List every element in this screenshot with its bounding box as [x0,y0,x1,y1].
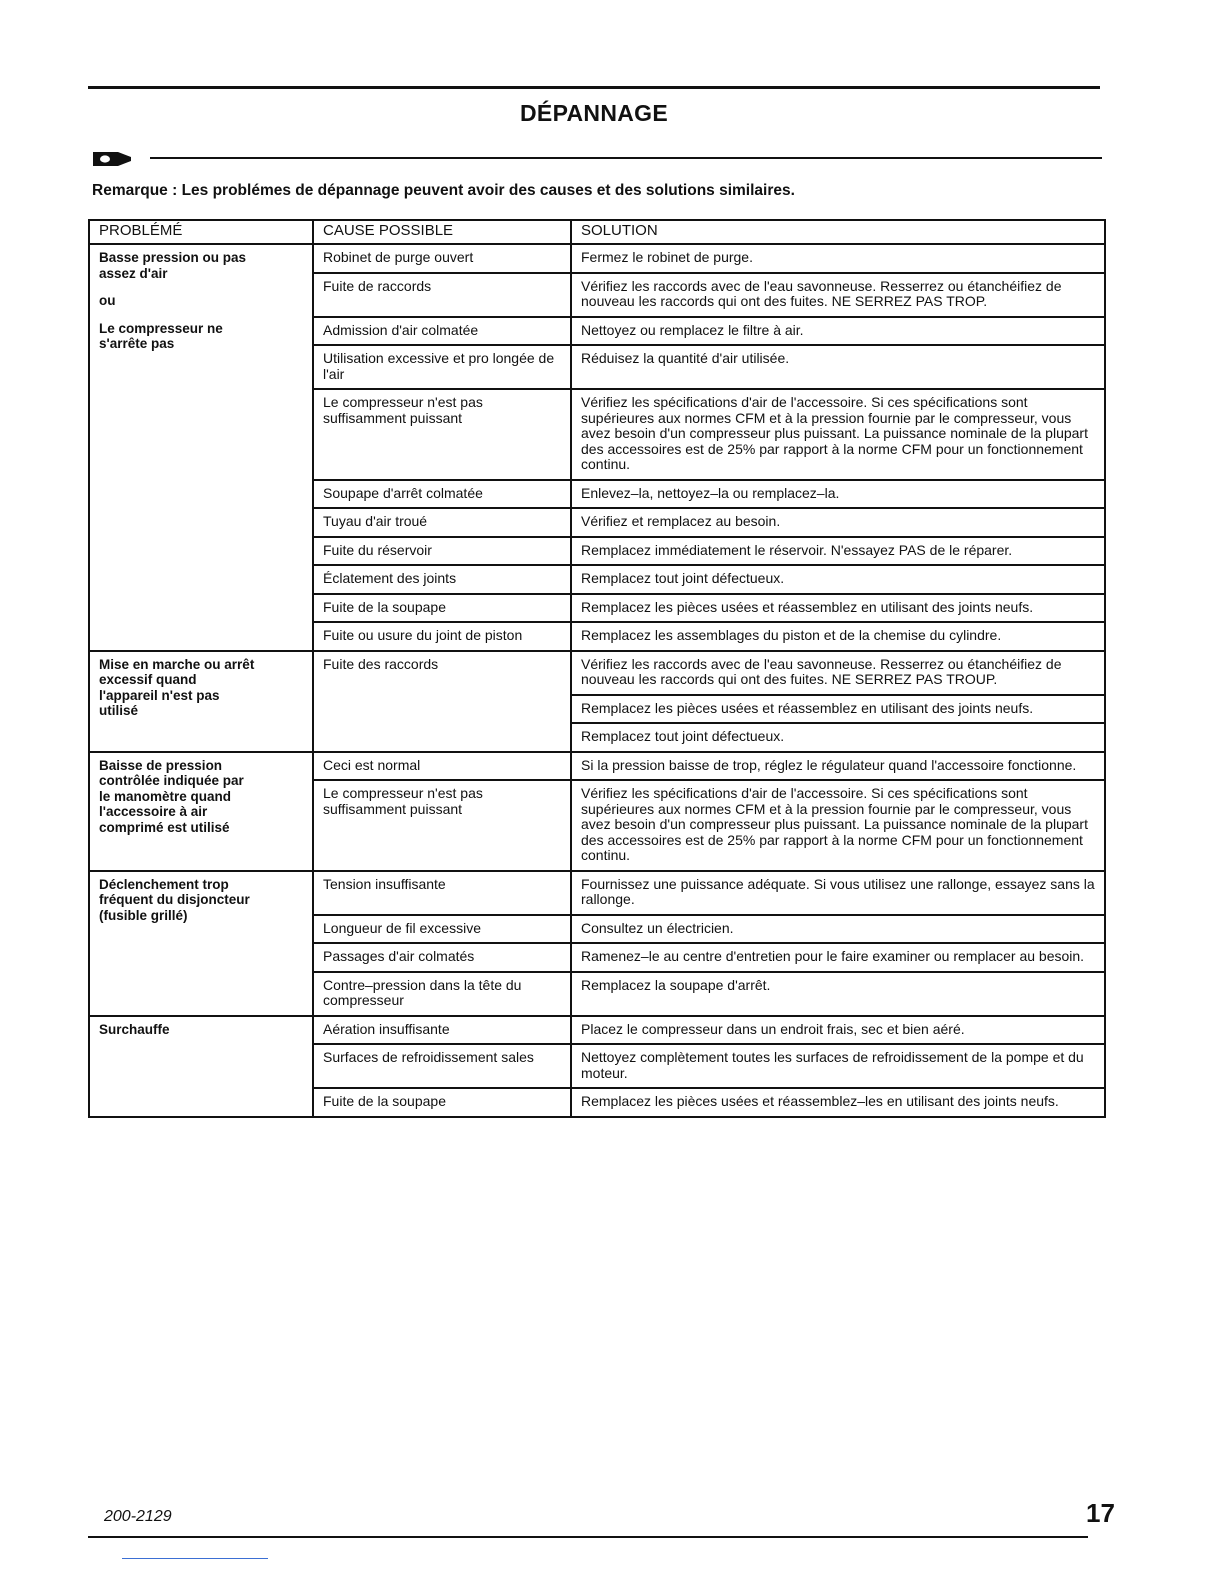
problem-gap [99,309,304,321]
solution-cell: Vérifiez les raccords avec de l'eau savonneuse. Resserrez ou étanchéifiez de nouveau les raccords qui ont des fuites. NE SERREZ PAS TROUP. [571,651,1105,695]
cause-cell: Tension insuffisante [313,871,571,915]
solution-cell: Vérifiez et remplacez au besoin. [571,508,1105,537]
problem-line: (fusible grillé) [99,907,188,923]
solution-cell: Fournissez une puissance adéquate. Si vous utilisez une rallonge, essayez sans la rallonge. [571,871,1105,915]
cause-cell: Contre–pression dans la tête du compresseur [313,972,571,1016]
problem-line: utilisé [99,703,139,718]
cause-cell: Admission d'air colmatée [313,317,571,346]
problem-line: l'accessoire à air [99,804,208,819]
cause-cell: Surfaces de refroidissement sales [313,1044,571,1088]
problem-line: comprimé est utilisé [99,819,230,835]
solution-cell: Réduisez la quantité d'air utilisée. [571,345,1105,389]
cause-cell: Éclatement des joints [313,565,571,594]
table-row [89,1016,1105,1045]
problem-line: ou [99,293,116,308]
problem-line: excessif quand [99,672,197,687]
cause-cell: Longueur de fil excessive [313,915,571,944]
top-rule [88,86,1100,89]
table-row [89,651,1105,695]
problem-cell [89,651,313,752]
solution-cell: Vérifiez les raccords avec de l'eau savonneuse. Resserrez ou étanchéifiez de nouveau les raccords qui ont des fuites. NE SERREZ PAS TROP. [571,273,1105,317]
cause-cell: Utilisation excessive et pro longée de l'air [313,345,571,389]
solution-cell: Remplacez tout joint défectueux. [571,565,1105,594]
solution-cell: Remplacez les pièces usées et réassemblez–les en utilisant des joints neufs. [571,1088,1105,1117]
solution-cell: Nettoyez ou remplacez le filtre à air. [571,317,1105,346]
solution-cell: Remplacez les assemblages du piston et de la chemise du cylindre. [571,622,1105,651]
table-row [89,871,1105,915]
problem-cell [89,1016,313,1117]
cause-cell: Aération insuffisante [313,1016,571,1045]
problem-cell [89,752,313,871]
problem-line: assez d'air [99,265,168,281]
cause-cell: Fuite des raccords [313,651,571,752]
cause-cell: Le compresseur n'est pas suffisamment puissant [313,389,571,480]
table-header-row [89,220,1105,244]
cause-cell: Fuite de la soupape [313,1088,571,1117]
header-solution: SOLUTION [571,220,1105,244]
troubleshooting-table [88,219,1106,1118]
problem-line: l'appareil n'est pas [99,687,220,703]
problem-cell [89,871,313,1016]
solution-cell: Si la pression baisse de trop, réglez le régulateur quand l'accessoire fonctionne. [571,752,1105,781]
solution-cell: Remplacez la soupape d'arrêt. [571,972,1105,1016]
solution-cell: Placez le compresseur dans un endroit frais, sec et bien aéré. [571,1016,1105,1045]
solution-cell: Remplacez immédiatement le réservoir. N'essayez PAS de le réparer. [571,537,1105,566]
problem-line: Surchauffe [99,1021,170,1037]
problem-line: Basse pression ou pas [99,250,247,265]
table-row [89,752,1105,781]
problem-line: Mise en marche ou arrêt [99,656,255,672]
cause-cell: Fuite de la soupape [313,594,571,623]
cause-cell: Soupape d'arrêt colmatée [313,480,571,509]
solution-cell: Vérifiez les spécifications d'air de l'accessoire. Si ces spécifications sont supérieures aux normes CFM et à la pression fournie par le compresseur, vous avez besoin d'un compresseur plus puissant. La puissance nominale de la plupart des accessoires est de 25% par rapport à la norme CFM pour un fonctionnement continu. [571,780,1105,871]
header-problem: PROBLÉMÉ [89,220,313,244]
problem-gap [99,281,304,293]
page-number: 17 [1086,1498,1115,1528]
blue-underline [122,1558,268,1559]
solution-cell: Ramenez–le au centre d'entretien pour le faire examiner ou remplacer au besoin. [571,943,1105,972]
document-code: 200-2129 [104,1508,172,1525]
problem-line: Baisse de pression [99,757,223,773]
solution-cell: Consultez un électricien. [571,915,1105,944]
solution-cell: Remplacez les pièces usées et réassemblez en utilisant des joints neufs. [571,594,1105,623]
solution-cell: Vérifiez les spécifications d'air de l'accessoire. Si ces spécifications sont supérieures aux normes CFM et à la pression fournie par le compresseur, vous avez besoin d'un compresseur plus puissant. La puissance nominale de la plupart des accessoires est de 25% par rapport à la norme CFM pour un fonctionnement continu. [571,389,1105,480]
cause-cell: Ceci est normal [313,752,571,781]
cause-cell: Le compresseur n'est pas suffisamment puissant [313,780,571,871]
cause-cell: Fuite ou usure du joint de piston [313,622,571,651]
solution-cell: Fermez le robinet de purge. [571,244,1105,273]
header-cause: CAUSE POSSIBLE [313,220,571,244]
cause-cell: Passages d'air colmatés [313,943,571,972]
solution-cell: Remplacez tout joint défectueux. [571,723,1105,752]
problem-line: le manomètre quand [99,788,232,804]
page-title: DÉPANNAGE [520,100,668,126]
table-row [89,244,1105,273]
pointing-hand-icon [92,150,132,168]
bottom-rule [88,1536,1088,1538]
cause-cell: Fuite de raccords [313,273,571,317]
solution-cell: Enlevez–la, nettoyez–la ou remplacez–la. [571,480,1105,509]
problem-line: Le compresseur ne [99,320,223,336]
cause-cell: Robinet de purge ouvert [313,244,571,273]
solution-cell: Nettoyez complètement toutes les surfaces de refroidissement de la pompe et du moteur. [571,1044,1105,1088]
solution-cell: Remplacez les pièces usées et réassemblez en utilisant des joints neufs. [571,695,1105,724]
note-text: Remarque : Les problémes de dépannage peuvent avoir des causes et des solutions similaires. [92,182,795,199]
cause-cell: Tuyau d'air troué [313,508,571,537]
problem-line: fréquent du disjoncteur [99,892,250,907]
problem-line: Déclenchement trop [99,876,229,892]
note-rule [150,157,1102,159]
cause-cell: Fuite du réservoir [313,537,571,566]
problem-cell [89,244,313,651]
problem-line: contrôlée indiquée par [99,773,244,788]
problem-line: s'arrête pas [99,336,175,351]
